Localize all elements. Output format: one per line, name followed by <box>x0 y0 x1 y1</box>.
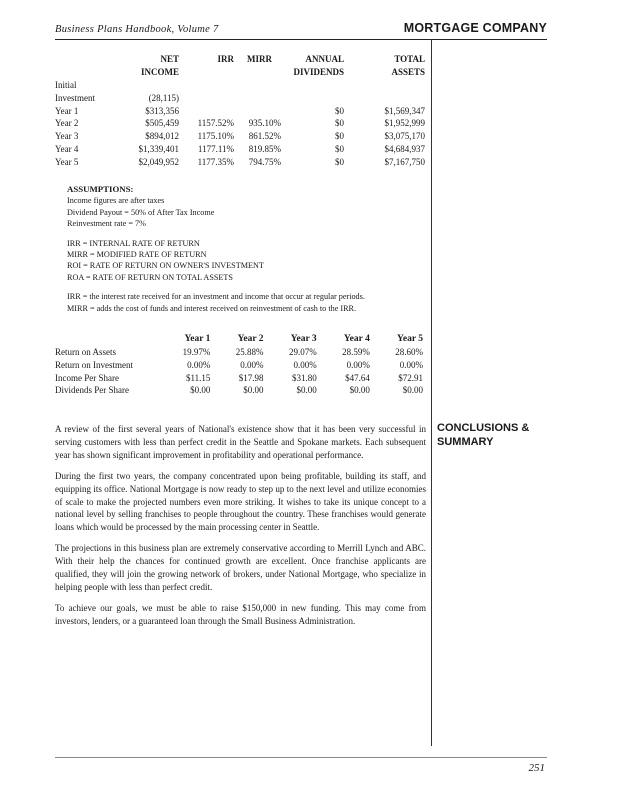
table-cell: $7,167,750 <box>384 156 425 167</box>
page-number: 251 <box>528 762 545 774</box>
table-row <box>55 130 425 143</box>
table-row <box>55 346 423 359</box>
projection-header <box>234 53 285 79</box>
table-cell <box>344 79 425 92</box>
table-cell: 0.00% <box>240 359 264 370</box>
header-line: INCOME <box>141 67 179 77</box>
section-title: MORTGAGE COMPANY <box>403 21 547 35</box>
table-cell: 1175.10% <box>197 131 234 142</box>
table-cell: Year 2 <box>55 118 79 129</box>
table-cell: Initial <box>55 80 77 90</box>
table-cell: Year 5 <box>55 156 79 167</box>
projection-header <box>55 53 127 79</box>
table-cell: $47.64 <box>345 372 370 383</box>
table-cell: 29.07% <box>288 347 317 357</box>
table-cell: $17.98 <box>238 372 264 383</box>
assumption-line: Reinvestment rate = 7% <box>67 219 146 229</box>
table-cell: $31.80 <box>291 372 317 383</box>
table-cell: 0.00% <box>346 359 370 370</box>
table-cell <box>234 105 285 118</box>
projection-header <box>344 53 425 79</box>
ratio-table <box>55 332 423 397</box>
table-cell: 19.97% <box>182 347 211 357</box>
table-cell: $0 <box>335 118 344 129</box>
ratio-header: Year 4 <box>343 334 370 344</box>
paragraph: During the first two years, the company concentrated upon being profitable, building its staff, and equipping its office. National Mortgage is now ready to step up to the next level and utilize economies of scale to make the projected numbers even more striking. It wishes to take its unique concept to a national level by selling franchises to people throughout the country. These franchises would generate loans which would be processed by the main processing center in Seattle. <box>55 470 426 533</box>
ratio-header: Year 3 <box>290 334 317 344</box>
table-cell: Year 3 <box>55 131 79 142</box>
table-cell <box>179 92 234 105</box>
table-cell <box>344 92 425 105</box>
table-cell <box>179 105 234 118</box>
table-cell: $0 <box>335 156 344 167</box>
paragraph: A review of the first several years of National's existence show that it has been very successful in serving customers with less than perfect credit in the Seattle and Spokane markets. Each subsequent year has shown significant improvement in profitability and operational performance. <box>55 424 426 460</box>
table-cell: Return on Investment <box>55 359 133 370</box>
table-cell: $1,339,401 <box>138 143 179 154</box>
table-cell <box>285 92 344 105</box>
ratio-header <box>55 332 157 346</box>
ratio-header: Year 1 <box>184 334 211 344</box>
table-cell: $0 <box>335 143 344 154</box>
table-cell: $0.00 <box>190 385 211 396</box>
table-cell: 1177.11% <box>197 143 234 154</box>
table-cell: $1,952,999 <box>384 118 425 129</box>
assumption-line: Income figures are after taxes <box>67 196 165 206</box>
table-cell: $0.00 <box>402 385 423 396</box>
table-cell: $2,049,952 <box>138 156 179 167</box>
table-cell: Return on Assets <box>55 347 117 357</box>
book-title: Business Plans Handbook, Volume 7 <box>55 24 219 35</box>
table-cell: Year 1 <box>55 105 79 116</box>
table-cell: 819.85% <box>248 143 281 154</box>
table-row <box>55 143 425 156</box>
table-cell: Dividends Per Share <box>55 385 129 396</box>
footer-rule <box>55 757 547 758</box>
table-cell: $0.00 <box>296 385 317 396</box>
table-row <box>55 359 423 372</box>
table-cell: $0 <box>335 105 344 116</box>
table-cell: Year 4 <box>55 143 79 154</box>
table-cell: Investment <box>55 92 95 103</box>
paragraph: The projections in this business plan are extremely conservative according to Merrill Lynch and ABC. With their help the chances for continued growth are excellent. Once franchise applicants are qualified, they will join the growing network of brokers, under National Mortgage, who specialize in helping people with less than perfect credit. <box>55 543 426 592</box>
assumptions-title: ASSUMPTIONS: <box>67 184 134 194</box>
table-row <box>55 372 423 385</box>
table-cell: 935.10% <box>248 118 281 129</box>
table-cell: $1,569,347 <box>384 105 425 116</box>
definition-line: ROA = RATE OF RETURN ON TOTAL ASSETS <box>67 272 233 282</box>
header-line: IRR <box>217 54 234 64</box>
projection-table <box>55 53 425 169</box>
paragraph: To achieve our goals, we must be able to raise $150,000 in new funding. This may come from investors, lenders, or a guaranteed loan through the Small Business Administration. <box>55 602 426 626</box>
table-cell: $4,684,937 <box>384 143 425 154</box>
note-line: MIRR = adds the cost of funds and interest received on reinvestment of cash to the IRR. <box>67 303 357 313</box>
header-line: DIVIDENDS <box>293 67 344 77</box>
assumption-line: Dividend Payout = 50% of After Tax Income <box>67 207 215 217</box>
table-cell: 861.52% <box>248 131 281 142</box>
ratio-header: Year 2 <box>237 334 264 344</box>
table-cell: $313,356 <box>145 105 179 116</box>
table-cell: 28.59% <box>342 347 370 357</box>
table-cell: $0.00 <box>349 385 370 396</box>
table-cell: $0 <box>335 131 344 142</box>
definition-line: MIRR = MODIFIED RATE OF RETURN <box>67 250 207 260</box>
table-row <box>55 105 425 118</box>
table-cell: 794.75% <box>248 156 281 167</box>
conclusions-body <box>55 423 426 636</box>
projection-header <box>127 53 179 79</box>
header-line: TOTAL <box>394 54 425 64</box>
table-cell: $72.91 <box>398 372 423 383</box>
table-row <box>55 384 423 397</box>
table-cell: 25.88% <box>235 347 264 357</box>
table-cell: 0.00% <box>399 359 423 370</box>
assumptions-block <box>67 184 427 314</box>
table-cell: 0.00% <box>293 359 317 370</box>
projection-header <box>285 53 344 79</box>
table-row <box>55 92 425 105</box>
projection-header <box>179 53 234 79</box>
table-cell: $3,075,170 <box>384 131 425 142</box>
table-cell: 28.60% <box>395 347 423 357</box>
table-row <box>55 156 425 169</box>
header-line: ANNUAL <box>305 54 344 64</box>
header-line: NET <box>160 54 179 64</box>
table-cell: $0.00 <box>243 385 264 396</box>
table-cell: $894,012 <box>145 131 179 142</box>
table-cell: $11.15 <box>185 372 211 383</box>
header-rule <box>55 39 547 40</box>
table-cell: 0.00% <box>187 359 211 370</box>
ratio-header-row <box>55 332 423 346</box>
table-cell: 1157.52% <box>197 118 234 129</box>
table-cell <box>285 79 344 92</box>
header-line: ASSETS <box>391 67 425 77</box>
table-row <box>55 79 425 92</box>
table-cell: $505,459 <box>145 118 179 129</box>
header-line: MIRR <box>247 54 272 64</box>
table-cell <box>127 79 179 92</box>
projection-header-row <box>55 53 425 79</box>
table-cell <box>234 79 285 92</box>
definition-line: ROI = RATE OF RETURN ON OWNER'S INVESTMENT <box>67 261 264 271</box>
note-line: IRR = the interest rate received for an investment and income that occur at regular periods. <box>67 292 365 302</box>
ratio-header: Year 5 <box>397 334 423 344</box>
table-cell: 1177.35% <box>197 156 234 167</box>
table-cell <box>179 79 234 92</box>
table-cell: Income Per Share <box>55 372 119 383</box>
conclusions-heading: CONCLUSIONS & SUMMARY <box>437 422 530 448</box>
column-divider <box>431 39 432 746</box>
table-row <box>55 117 425 130</box>
table-cell: (28,115) <box>148 92 179 103</box>
table-cell <box>234 92 285 105</box>
definition-line: IRR = INTERNAL RATE OF RETURN <box>67 238 200 248</box>
